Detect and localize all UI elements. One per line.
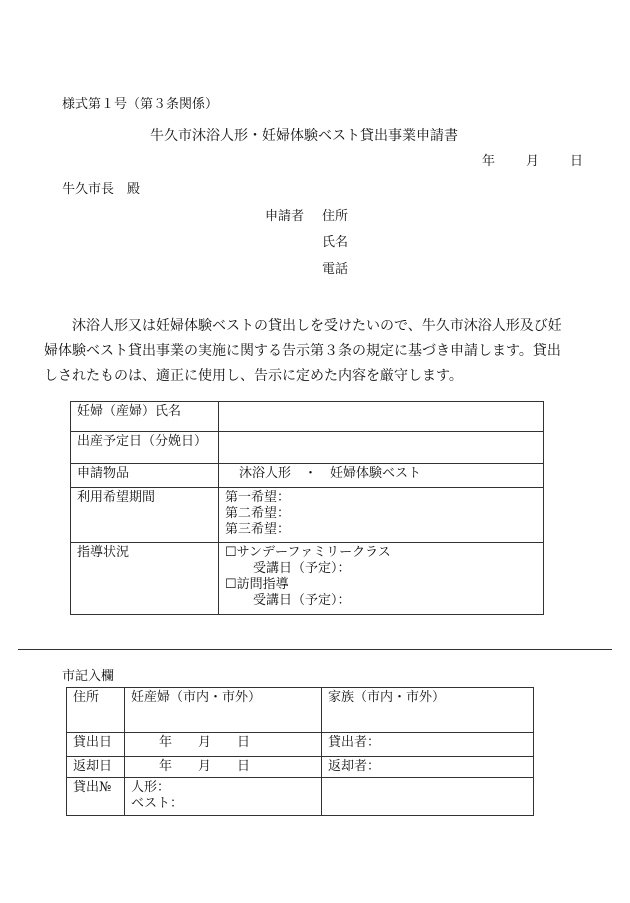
table-row (67, 778, 534, 816)
application-statement (44, 314, 589, 389)
applicant-label: 申請者 (265, 209, 305, 224)
addressee: 牛久市長 殿 (62, 182, 141, 197)
guidance-field (219, 543, 544, 615)
date-day: 日 (570, 154, 584, 169)
office-table (66, 687, 534, 816)
guidance-option-home-visit-date[interactable]: 受講日（予定）： (253, 593, 351, 608)
guidance-option-home-visit[interactable]: ☐訪問指導 (225, 577, 289, 592)
return-date-label: 返却日 (67, 757, 125, 778)
item-choice[interactable]: 沐浴人形 ・ 妊婦体験ベスト (219, 464, 544, 488)
due-date-field[interactable] (219, 432, 544, 464)
returner-label: 返却者： (322, 757, 534, 778)
form-style-number: 様式第１号（第３条関係） (62, 97, 219, 112)
office-family-residence: 家族（市内・市外） (322, 688, 534, 733)
statement-line: しされたものは、適正に使用し、告示に定めた内容を厳守します。 (44, 368, 463, 384)
lend-number-blank (322, 778, 534, 816)
table-row (67, 688, 534, 733)
period-label: 利用希望期間 (71, 488, 219, 543)
table-row (71, 432, 544, 464)
statement-line: 婦体験ベスト貸出事業の実施に関する告示第３条の規定に基づき申請します。貸出 (44, 343, 561, 359)
application-table (70, 401, 544, 615)
date-year: 年 (482, 154, 496, 169)
form-title: 牛久市沐浴人形・妊婦体験ベスト貸出事業申請書 (150, 128, 458, 144)
date-line (0, 154, 630, 170)
return-date-value: 年 月 日 (125, 757, 322, 778)
due-date-label: 出産予定日（分娩日） (71, 432, 219, 464)
lend-number-label: 貸出№ (67, 778, 125, 816)
doll-number-label: 人形： (131, 780, 171, 795)
office-pregnant-residence: 妊産婦（市内・市外） (125, 688, 322, 733)
applicant-name-label: 氏名 (322, 235, 349, 250)
checkbox-icon[interactable]: ☐ (225, 545, 237, 560)
period-choice-1: 第一希望： (225, 490, 291, 505)
statement-line: 沐浴人形又は妊婦体験ベストの貸出しを受けたいので、牛久市沐浴人形及び妊 (72, 318, 562, 334)
lend-number-items (125, 778, 322, 816)
period-field[interactable] (219, 488, 544, 543)
lend-date-value: 年 月 日 (125, 733, 322, 757)
pregnant-name-field[interactable] (219, 402, 544, 432)
section-divider (18, 649, 612, 650)
guidance-option-sunday-class[interactable]: ☐サンデーファミリークラス (225, 545, 391, 560)
office-address-label: 住所 (67, 688, 125, 733)
period-choice-2: 第二希望： (225, 506, 291, 521)
lender-label: 貸出者： (322, 733, 534, 757)
table-row (71, 402, 544, 432)
table-row (67, 733, 534, 757)
period-choice-3: 第三希望： (225, 522, 291, 537)
table-row (67, 757, 534, 778)
guidance-label: 指導状況 (71, 543, 219, 615)
vest-number-label: ベスト： (131, 796, 184, 811)
applicant-phone-label: 電話 (322, 262, 349, 277)
pregnant-name-label: 妊婦（産婦）氏名 (71, 402, 219, 432)
item-label: 申請物品 (71, 464, 219, 488)
guidance-option-sunday-class-date[interactable]: 受講日（予定）： (253, 561, 351, 576)
applicant-address-label: 住所 (322, 209, 349, 224)
table-row (71, 543, 544, 615)
table-row (71, 488, 544, 543)
checkbox-icon[interactable]: ☐ (225, 577, 237, 592)
table-row (71, 464, 544, 488)
office-section-heading: 市記入欄 (62, 669, 115, 684)
date-month: 月 (526, 154, 540, 169)
lend-date-label: 貸出日 (67, 733, 125, 757)
